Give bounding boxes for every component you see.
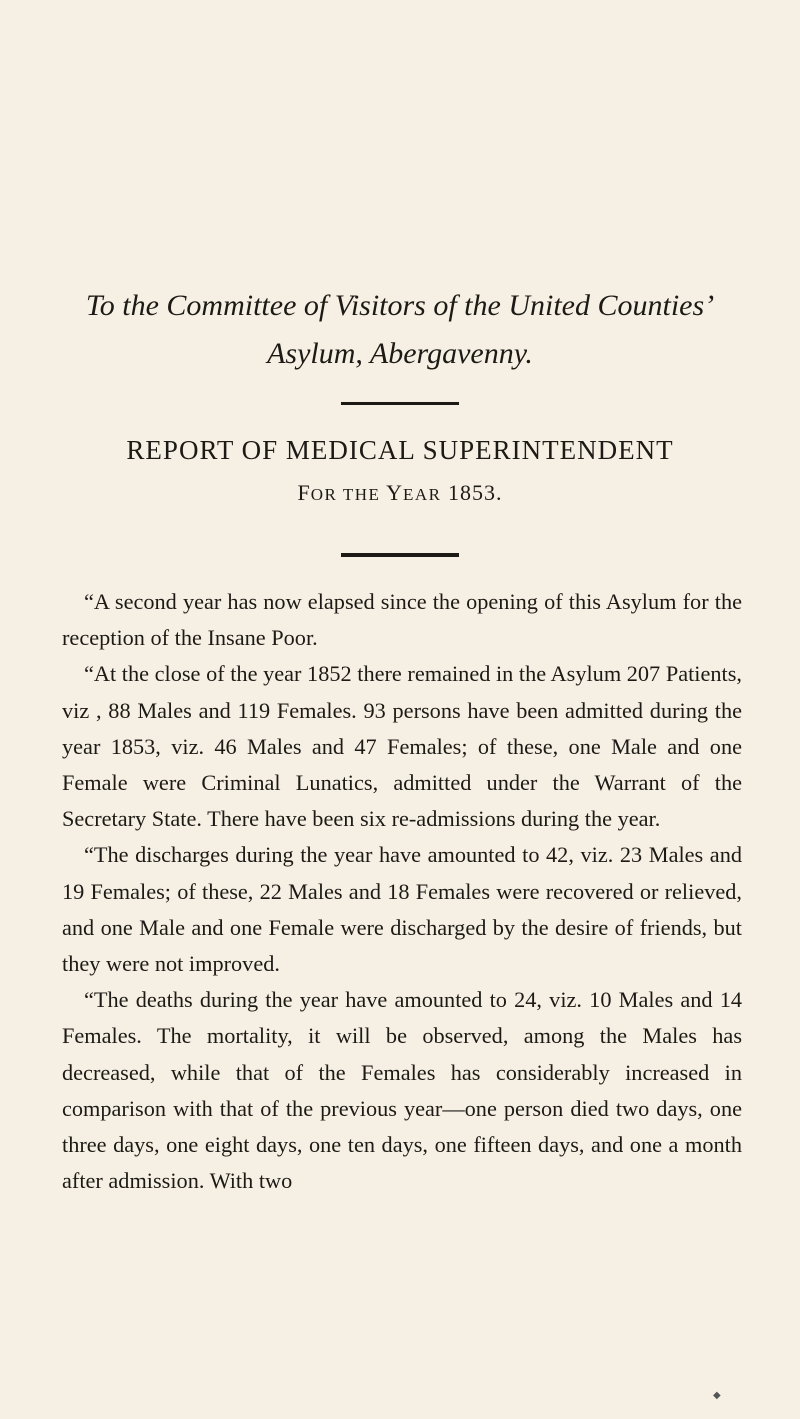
year-y: Y [386, 480, 403, 505]
year-prefix: F [297, 480, 311, 505]
report-title: REPORT OF MEDICAL SUPERINTENDENT [126, 435, 674, 465]
paragraph: “A second year has now elapsed since the opening of this Asylum for the reception of the Insane Poor. [62, 589, 742, 651]
address-line-2: Asylum, Abergavenny. [267, 337, 533, 370]
divider-rule [341, 402, 459, 405]
document-header [0, 282, 800, 557]
report-body [62, 584, 742, 1199]
paragraph: “The deaths during the year have amounted to 24, viz. 10 Males and 14 Females. The mortality, it will be observed, among the Males has decreased, while that of the Females has considerably increased in comparison with that of the previous year—one person died two days, one three days, one eight days, one ten days, one fifteen days, and one a month after admission. With two [62, 987, 742, 1194]
year-number: 1853. [447, 480, 503, 505]
year-smallcaps: OR THE [310, 485, 381, 504]
divider-rule [341, 553, 459, 557]
page-speck: ◆ [713, 1390, 721, 1401]
paragraph: “The discharges during the year have amounted to 42, viz. 23 Males and 19 Females; of these, 22 Males and 18 Females were recovered or relieved, and one Male and one Female were discharged by the desire of friends, but they were not improved. [62, 842, 742, 977]
address-line-1: To the Committee of Visitors of the United Counties’ [85, 289, 715, 322]
year-smallcaps-2: EAR [402, 485, 442, 504]
report-year-line [0, 479, 800, 509]
paragraph: “At the close of the year 1852 there remained in the Asylum 207 Patients, viz , 88 Males and 119 Females. 93 persons have been admitted during the year 1853, viz. 46 Males and 47 Females; of these, one Male and one Female were Criminal Lunatics, admitted under the Warrant of the Secretary State. There have been six re-admissions during the year. [62, 661, 742, 832]
